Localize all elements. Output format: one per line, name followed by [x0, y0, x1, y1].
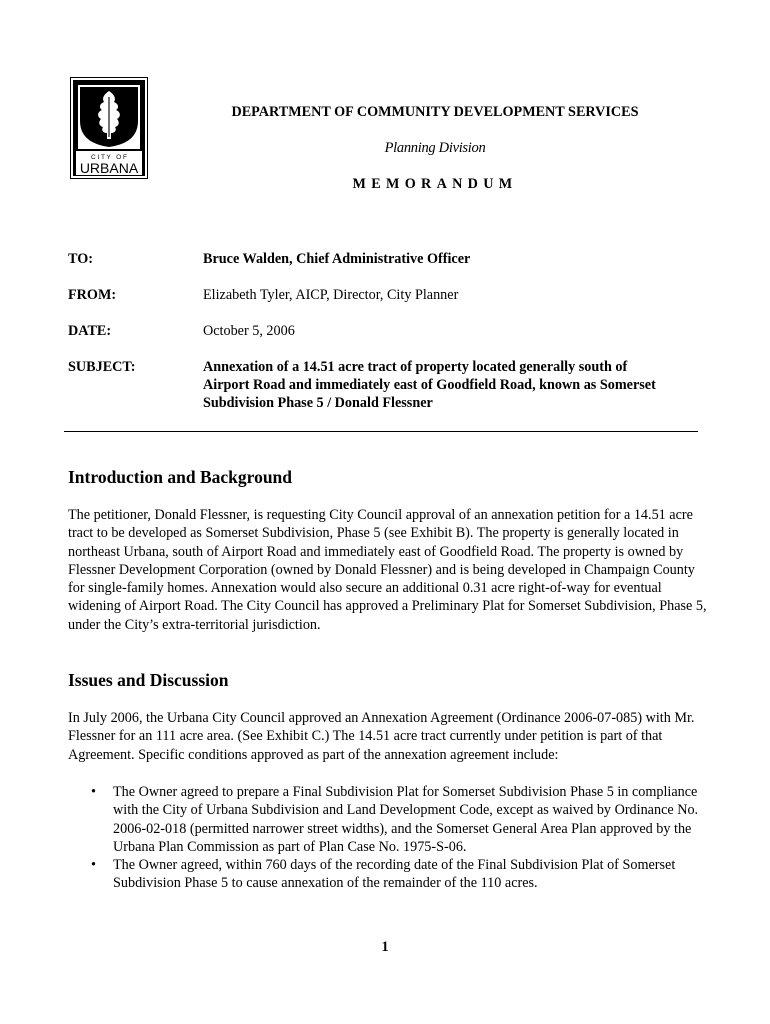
subject-label: SUBJECT: [68, 359, 136, 375]
page-number: 1 [381, 939, 389, 955]
from-value: Elizabeth Tyler, AICP, Director, City Planner [203, 287, 459, 303]
to-label: TO: [68, 251, 93, 267]
date-value: October 5, 2006 [203, 323, 295, 339]
conditions-list [68, 783, 708, 893]
subject-line-2: Airport Road and immediately east of Goodfield Road, known as Somerset [203, 377, 656, 393]
city-of-urbana-logo [70, 77, 148, 179]
bullet-icon: • [91, 784, 96, 800]
from-label: FROM: [68, 287, 117, 303]
logo-city-of: C I T Y O F [90, 154, 128, 161]
division-subheading: Planning Division [384, 140, 486, 156]
subject-value [203, 358, 703, 412]
intro-paragraph: The petitioner, Donald Flessner, is requesting City Council approval of an annexation petition for a 14.51 acre tract to be developed as Somerset Subdivision, Phase 5 (see Exhibit B). The property is generally located in northeast Urbana, south of Airport Road and immediately east of Goodfield Road. The property is owned by Flessner Development Corporation (owned by Donald Flessner) and is being developed in Champaign County for single-family homes. Annexation would also secure an additional 0.31 acre right-of-way for eventual widening of Airport Road. The City Council has approved a Preliminary Plat for Somerset Subdivision, Phase 5, under the City’s extra-territorial jurisdiction. [68, 507, 707, 633]
subject-line-3: Subdivision Phase 5 / Donald Flessner [203, 395, 433, 411]
date-label: DATE: [68, 323, 112, 339]
header-divider [64, 431, 698, 432]
issues-paragraph: In July 2006, the Urbana City Council approved an Annexation Agreement (Ordinance 2006-07-085) with Mr. Flessner for an 111 acre area. (See Exhibit C.) The 14.51 acre tract currently under petition is part of that Agreement. Specific conditions approved as part of the annexation agreement include: [68, 710, 695, 763]
memorandum-title: MEMORANDUM [352, 176, 518, 192]
logo-city-name: URBANA [79, 160, 139, 176]
bullet-icon: • [91, 857, 96, 874]
list-item [68, 783, 708, 856]
list-item-text: The Owner agreed, within 760 days of the recording date of the Final Subdivision Plat of Somerset Subdivision Phase 5 to cause annexation of the remainder of the 110 acres. [113, 857, 676, 892]
department-heading: DEPARTMENT OF COMMUNITY DEVELOPMENT SERVICES [231, 104, 639, 120]
issues-heading: Issues and Discussion [68, 670, 229, 690]
intro-heading: Introduction and Background [68, 467, 293, 487]
list-item [68, 856, 708, 893]
subject-line-1: Annexation of a 14.51 acre tract of property located generally south of [203, 359, 628, 375]
to-value: Bruce Walden, Chief Administrative Officer [203, 251, 471, 267]
list-item-text: The Owner agreed to prepare a Final Subdivision Plat for Somerset Subdivision Phase 5 in compliance with the City of Urbana Subdivision and Land Development Code, except as waived by Ordinance No. 2006-02-018 (permitted narrower street widths), and the Somerset General Area Plan approved by the Urbana Plan Commission as part of Plan Case No. 1975-S-06. [113, 784, 699, 855]
